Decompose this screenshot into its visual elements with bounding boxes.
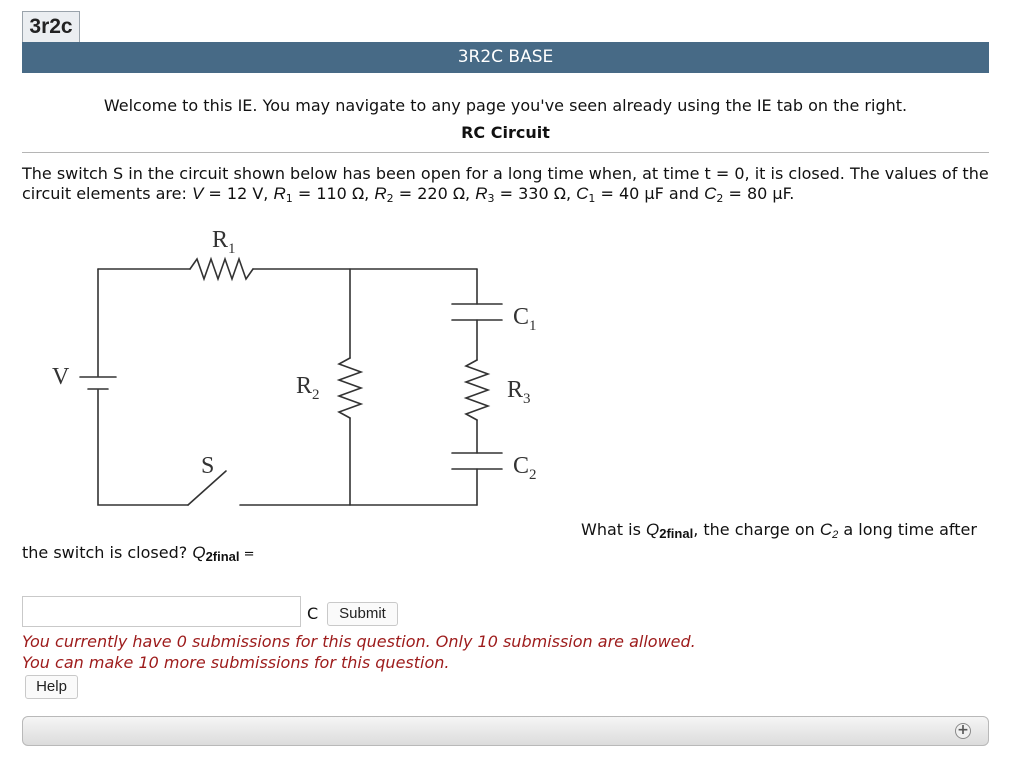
value-v: = 12 V, [203, 184, 274, 203]
q-letter: Q [646, 520, 660, 539]
symbol-c2: C [704, 184, 717, 203]
value-r2: = 220 Ω, [393, 184, 476, 203]
problem-lead: The switch S in the circuit shown below has been open for a long time when, at time t = 0, it is closed. The values of the circuit elements are: [22, 164, 989, 203]
problem-tab[interactable]: 3r2c [22, 11, 80, 42]
question-text [581, 520, 977, 540]
q-letter-2: Q [192, 543, 206, 562]
value-r3: = 330 Ω, [494, 184, 577, 203]
value-c2: = 80 μF. [723, 184, 795, 203]
label-r3-letter: R [507, 377, 524, 403]
symbol-v: V [191, 184, 204, 203]
label-c2-letter: C [513, 453, 530, 479]
submission-notice: You currently have 0 submissions for this question. Only 10 submission are allowed. [22, 632, 696, 651]
collapsed-panel[interactable] [22, 716, 989, 746]
value-c1: = 40 μF and [595, 184, 705, 203]
label-c1 [513, 304, 537, 334]
q-symbol-2 [192, 543, 239, 562]
symbol-r2: R [374, 184, 387, 203]
section-title: RC Circuit [461, 123, 550, 142]
resistor-r2 [339, 358, 361, 418]
question-line2: the switch is closed? [22, 543, 193, 562]
sub-r3: 3 [487, 192, 495, 205]
c-letter: C [819, 520, 833, 539]
symbol-c1: C [576, 184, 589, 203]
question-text-continued [22, 543, 255, 563]
q-symbol [646, 520, 693, 539]
c-symbol [820, 520, 838, 539]
welcome-message: Welcome to this IE. You may navigate to any page you've seen already using the IE tab on the right. [103, 96, 908, 115]
resistor-r3 [466, 360, 488, 420]
question-what-is: What is [581, 520, 646, 539]
sub-c2: 2 [716, 192, 724, 205]
label-r1 [212, 227, 236, 257]
label-c1-sub: 1 [529, 318, 537, 334]
label-r3 [507, 377, 531, 407]
label-v: V [52, 364, 70, 390]
capacitor-c1 [452, 304, 502, 320]
submit-button[interactable]: Submit [327, 602, 398, 626]
value-r1: = 110 Ω, [292, 184, 375, 203]
sub-r1: 1 [285, 192, 293, 205]
label-c1-letter: C [513, 304, 530, 330]
label-r2 [296, 373, 320, 403]
label-c2-sub: 2 [529, 467, 537, 483]
wire-left-lower [98, 390, 188, 505]
q-subscript: 2final [659, 526, 694, 541]
c-subscript: 2 [832, 529, 839, 541]
sub-r2: 2 [386, 192, 394, 205]
problem-statement [22, 164, 997, 204]
q-subscript-2: 2final [205, 549, 240, 564]
answer-input[interactable] [22, 596, 301, 627]
answer-unit: C [307, 604, 319, 623]
sub-c1: 1 [588, 192, 596, 205]
label-r1-sub: 1 [228, 241, 236, 257]
label-r2-sub: 2 [312, 387, 320, 403]
page-title: 3R2C BASE [22, 42, 989, 73]
remaining-submissions: You can make 10 more submissions for this question. [22, 653, 450, 672]
capacitor-c2 [452, 453, 502, 469]
divider [22, 152, 989, 153]
label-r1-letter: R [212, 227, 229, 253]
circuit-diagram [40, 220, 560, 520]
plus-circle-icon[interactable]: + [955, 723, 971, 739]
label-s: S [201, 453, 215, 479]
question-tail: a long time after [838, 520, 977, 539]
symbol-r1: R [273, 184, 286, 203]
question-equals: = [239, 547, 255, 562]
help-button[interactable]: Help [25, 675, 78, 699]
symbol-r3: R [475, 184, 488, 203]
label-c2 [513, 453, 537, 483]
label-r2-letter: R [296, 373, 313, 399]
resistor-r1 [190, 259, 253, 279]
question-middle: , the charge on [693, 520, 820, 539]
label-r3-sub: 3 [523, 391, 531, 407]
